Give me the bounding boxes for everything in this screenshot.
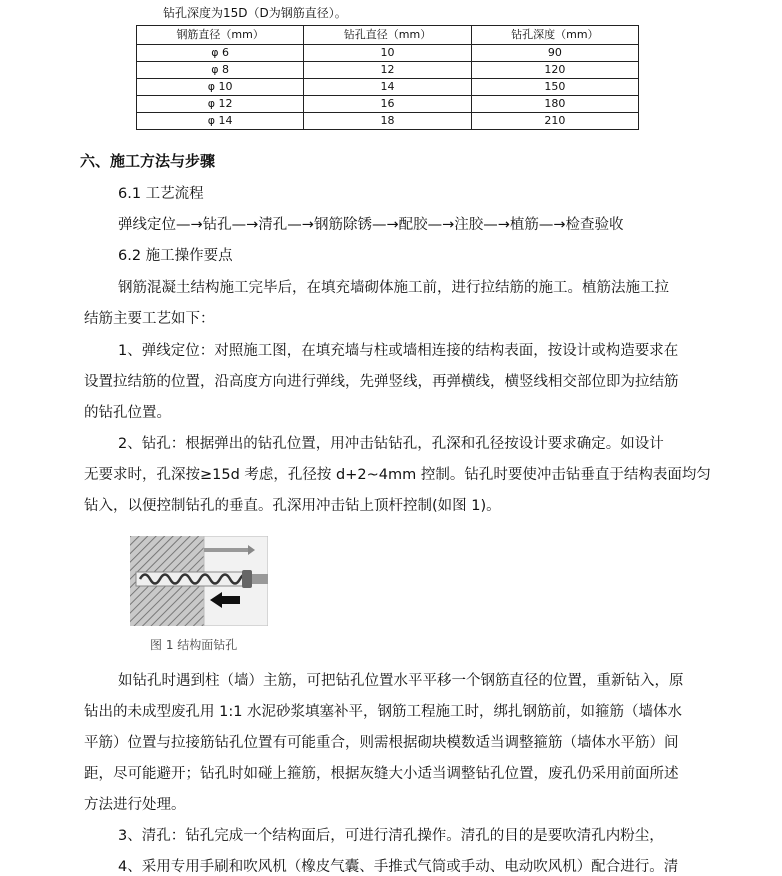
header-hole-diameter: 钻孔直径（mm） bbox=[304, 26, 471, 45]
table-cell: 120 bbox=[471, 62, 638, 79]
table-row bbox=[137, 79, 639, 96]
table-cell: 90 bbox=[471, 45, 638, 62]
subheading-key-points: 6.2 施工操作要点 bbox=[118, 248, 233, 264]
table-cell: 14 bbox=[304, 79, 471, 96]
paragraph-line: 结筋主要工艺如下： bbox=[84, 311, 215, 327]
paragraph-line: 4、采用专用手刷和吹风机（橡皮气囊、手推式气筒或手动、电动吹风机）配合进行。清 bbox=[118, 859, 679, 875]
drilling-figure bbox=[130, 536, 268, 626]
paragraph-line: 平筋）位置与拉接筋钻孔位置有可能重合，则需根据砌块模数适当调整箍筋（墙体水平筋）间 bbox=[84, 735, 679, 751]
drilling-spec-table bbox=[136, 25, 639, 130]
paragraph-line: 无要求时，孔深按≥15d 考虑，孔径按 d+2~4mm 控制。钻孔时要使冲击钻垂直于结构表面均匀 bbox=[84, 467, 711, 483]
table-row bbox=[137, 113, 639, 130]
table-header-row bbox=[137, 26, 639, 45]
paragraph-line: 钻出的未成型废孔用 1:1 水泥砂浆填塞补平，钢筋工程施工时，绑扎钢筋前，如箍筋（墙体水 bbox=[84, 704, 683, 720]
table-cell: 12 bbox=[304, 62, 471, 79]
table-cell: 16 bbox=[304, 96, 471, 113]
table-cell: φ 14 bbox=[137, 113, 304, 130]
paragraph-line: 3、清孔：钻孔完成一个结构面后，可进行清孔操作。清孔的目的是要吹清孔内粉尘， bbox=[118, 828, 664, 844]
paragraph-line: 1、弹线定位：对照施工图，在填充墙与柱或墙相连接的结构表面，按设计或构造要求在 bbox=[118, 343, 679, 359]
paragraph-line: 如钻孔时遇到柱（墙）主筋，可把钻孔位置水平平移一个钢筋直径的位置，重新钻入，原 bbox=[118, 673, 684, 689]
table-row bbox=[137, 62, 639, 79]
table-cell: 150 bbox=[471, 79, 638, 96]
table-cell: 210 bbox=[471, 113, 638, 130]
paragraph-line: 距，尽可能避开；钻孔时如碰上箍筋，根据灰缝大小适当调整钻孔位置，废孔仍采用前面所述 bbox=[84, 766, 679, 782]
figure-caption: 图 1 结构面钻孔 bbox=[150, 638, 238, 652]
table-row bbox=[137, 96, 639, 113]
table-cell: φ 6 bbox=[137, 45, 304, 62]
paragraph-line: 钻入，以便控制钻孔的垂直。孔深用冲击钻上顶杆控制(如图 1)。 bbox=[84, 498, 501, 514]
process-flow-text: 弹线定位—→钻孔—→清孔—→钢筋除锈—→配胶—→注胶—→植筋—→检查验收 bbox=[118, 217, 624, 233]
table-cell: φ 8 bbox=[137, 62, 304, 79]
table-cell: 180 bbox=[471, 96, 638, 113]
section-heading: 六、施工方法与步骤 bbox=[80, 152, 216, 170]
paragraph-line: 钢筋混凝土结构施工完毕后，在填充墙砌体施工前，进行拉结筋的施工。植筋法施工拉 bbox=[118, 280, 669, 296]
header-hole-depth: 钻孔深度（mm） bbox=[471, 26, 638, 45]
paragraph-line: 方法进行处理。 bbox=[84, 797, 186, 813]
subheading-process-flow: 6.1 工艺流程 bbox=[118, 186, 204, 202]
paragraph-line: 的钻孔位置。 bbox=[84, 405, 171, 421]
table-cell: 18 bbox=[304, 113, 471, 130]
table-cell: φ 12 bbox=[137, 96, 304, 113]
paragraph-line: 设置拉结筋的位置，沿高度方向进行弹线，先弹竖线，再弹横线，横竖线相交部位即为拉结筋 bbox=[84, 374, 679, 390]
table-cell: φ 10 bbox=[137, 79, 304, 96]
table-row bbox=[137, 45, 639, 62]
header-rebar-diameter: 钢筋直径（mm） bbox=[137, 26, 304, 45]
table-cell: 10 bbox=[304, 45, 471, 62]
intro-text: 钻孔深度为15D（D为钢筋直径）。 bbox=[163, 6, 347, 20]
paragraph-line: 2、钻孔：根据弹出的钻孔位置，用冲击钻钻孔，孔深和孔径按设计要求确定。如设计 bbox=[118, 436, 664, 452]
